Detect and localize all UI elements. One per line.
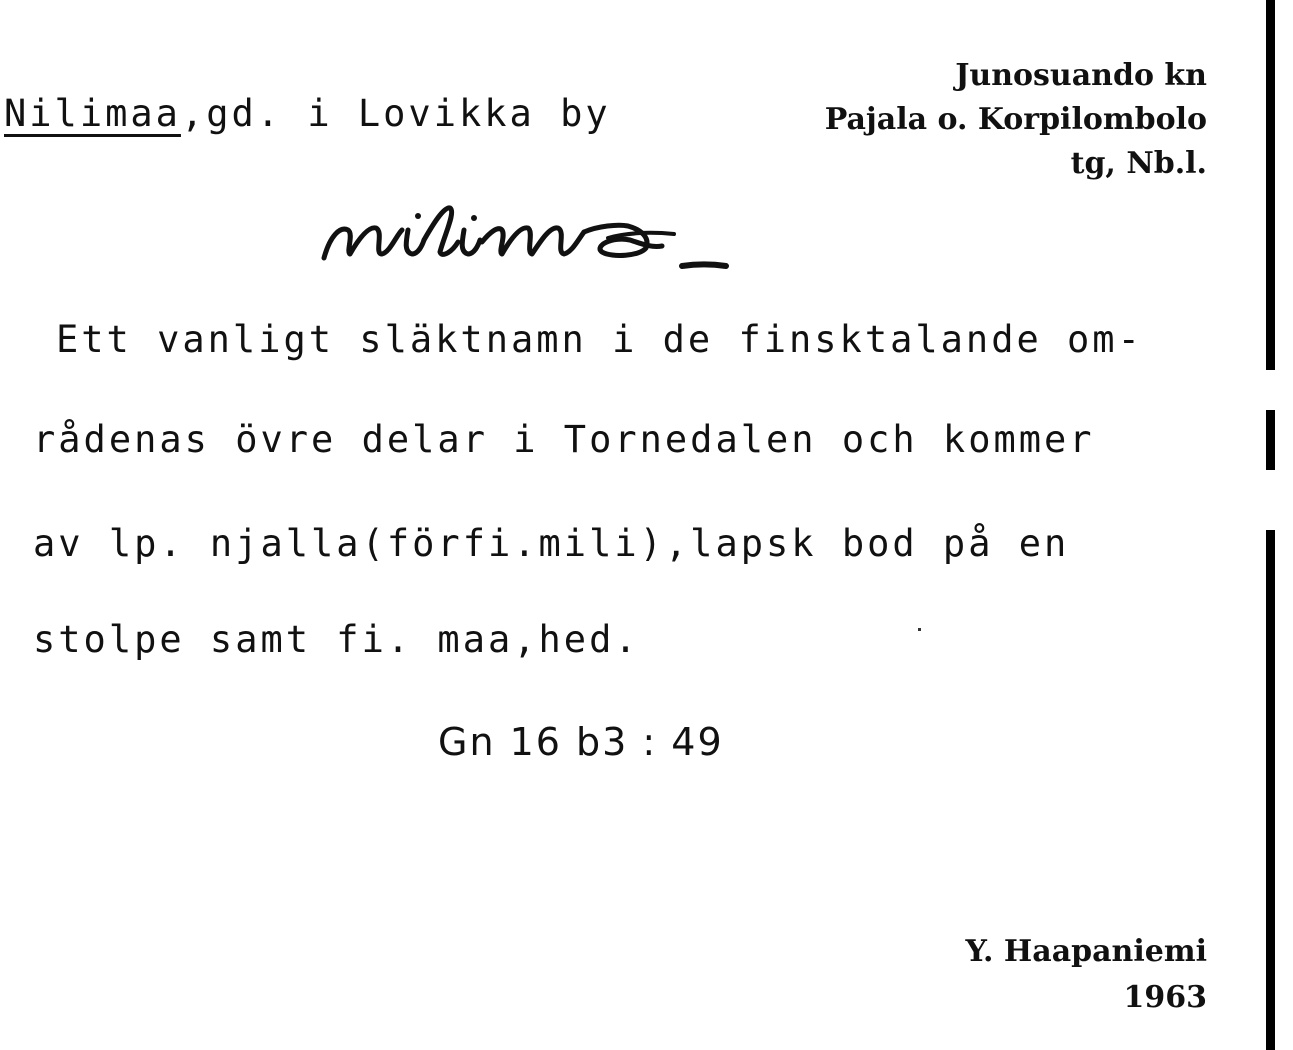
- body-line-4: stolpe samt fi. maa,hed.: [33, 618, 640, 661]
- entry-heading: [4, 92, 611, 135]
- entry-heading-rest: ,gd. i Lovikka by: [180, 92, 611, 135]
- handwritten-pronunciation: [312, 196, 762, 286]
- ink-speck: [918, 628, 921, 631]
- body-line-1: Ett vanligt släktnamn i de finsktalande om-: [56, 318, 1143, 361]
- author-name: Y. Haapaniemi: [965, 934, 1207, 969]
- entry-headword: Nilimaa: [4, 92, 181, 135]
- body-line-3: av lp. njalla(förfi.mili),lapsk bod på en: [33, 522, 1070, 565]
- card-edge-gap: [1266, 470, 1275, 530]
- card-edge-gap: [1266, 370, 1275, 410]
- location-line-3: tg, Nb.l.: [1070, 146, 1207, 181]
- archive-reference: Gn 16 b3 : 49: [438, 720, 724, 764]
- author-year: 1963: [1123, 980, 1207, 1015]
- body-line-2: rådenas övre delar i Tornedalen och kommer: [33, 418, 1095, 461]
- location-line-1: Junosuando kn: [955, 58, 1207, 93]
- location-line-2: Pajala o. Korpilombolo: [824, 102, 1207, 137]
